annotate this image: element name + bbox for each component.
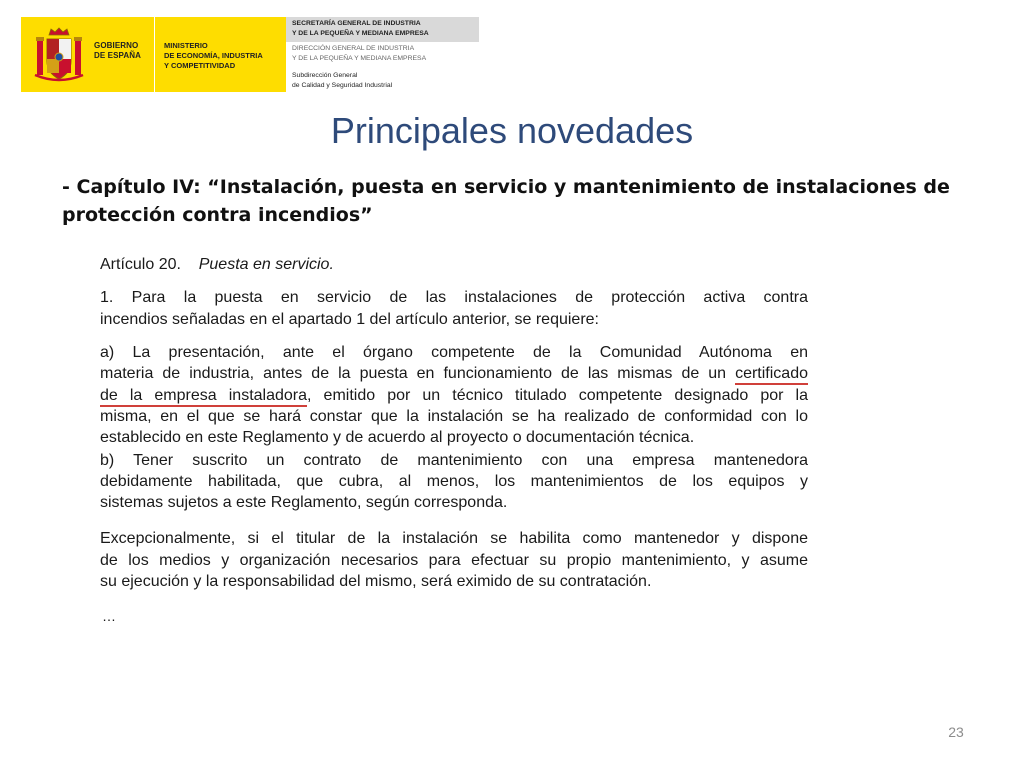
- chapter-subtitle: [62, 173, 962, 229]
- paragraph-line: b) Tener suscrito un contrato de mantenimiento con una empresa mantenedora: [100, 452, 808, 469]
- paragraph-line: [100, 386, 808, 406]
- subdireccion-name: Subdirección General de Calidad y Seguridad Industrial: [292, 72, 393, 89]
- secretaria-name: SECRETARÍA GENERAL DE INDUSTRIA Y DE LA PEQUEÑA Y MEDIANA EMPRESA: [292, 20, 429, 37]
- header-divider: [154, 17, 155, 92]
- department-panel: [286, 17, 479, 92]
- subtitle-line: - Capítulo IV: “Instalación, puesta en servicio y mantenimiento de instalaciones de: [62, 176, 950, 198]
- government-name: GOBIERNO DE ESPAÑA: [94, 41, 141, 60]
- paragraph-line: misma, en el que se hará constar que la instalación se ha realizado de conformidad con lo: [100, 408, 808, 425]
- paragraph-line: sistemas sujetos a este Reglamento, según corresponda.: [100, 494, 508, 511]
- secretaria-box: [286, 17, 479, 42]
- text-segment: , emitido por un técnico titulado competente designado por la: [307, 387, 808, 404]
- paragraph-line: [100, 364, 808, 384]
- article-title: Puesta en servicio.: [198, 256, 334, 273]
- paragraph-line: establecido en este Reglamento y de acuerdo al proyecto o documentación técnica.: [100, 429, 695, 446]
- coat-of-arms-icon: [33, 27, 85, 83]
- article-heading: [100, 255, 334, 275]
- continuation-ellipsis: …: [102, 608, 116, 624]
- highlighted-text: de la empresa instaladora: [100, 387, 307, 407]
- government-header: [21, 17, 479, 92]
- article-number: Artículo 20.: [100, 256, 181, 273]
- text-segment: materia de industria, antes de la puesta en funcionamiento de las mismas de un: [100, 365, 736, 382]
- paragraph-line: debidamente habilitada, que cubra, al menos, los mantenimientos de los equipos y: [100, 473, 808, 490]
- slide-title: Principales novedades: [330, 110, 694, 151]
- government-logo-band: [21, 17, 286, 92]
- paragraph-line: su ejecución y la responsabilidad del mismo, será eximido de su contratación.: [100, 573, 652, 590]
- ministry-name: MINISTERIO DE ECONOMÍA, INDUSTRIA Y COMPETITIVIDAD: [164, 41, 263, 70]
- subtitle-line: protección contra incendios”: [62, 204, 373, 226]
- paragraph-line: de los medios y organización necesarios para efectuar su propio mantenimiento, y asume: [100, 552, 808, 569]
- paragraph-line: incendios señaladas en el apartado 1 del artículo anterior, se requiere:: [100, 311, 599, 328]
- paragraph-line: Excepcionalmente, si el titular de la instalación se habilita como mantenedor y dispone: [100, 530, 808, 547]
- page-number: 23: [948, 724, 964, 740]
- paragraph-line: a) La presentación, ante el órgano competente de la Comunidad Autónoma en: [100, 344, 808, 361]
- paragraph-line: 1. Para la puesta en servicio de las instalaciones de protección activa contra: [100, 289, 808, 306]
- highlighted-text: certificado: [735, 365, 808, 385]
- direccion-name: DIRECCIÓN GENERAL DE INDUSTRIA Y DE LA PEQUEÑA Y MEDIANA EMPRESA: [292, 45, 427, 62]
